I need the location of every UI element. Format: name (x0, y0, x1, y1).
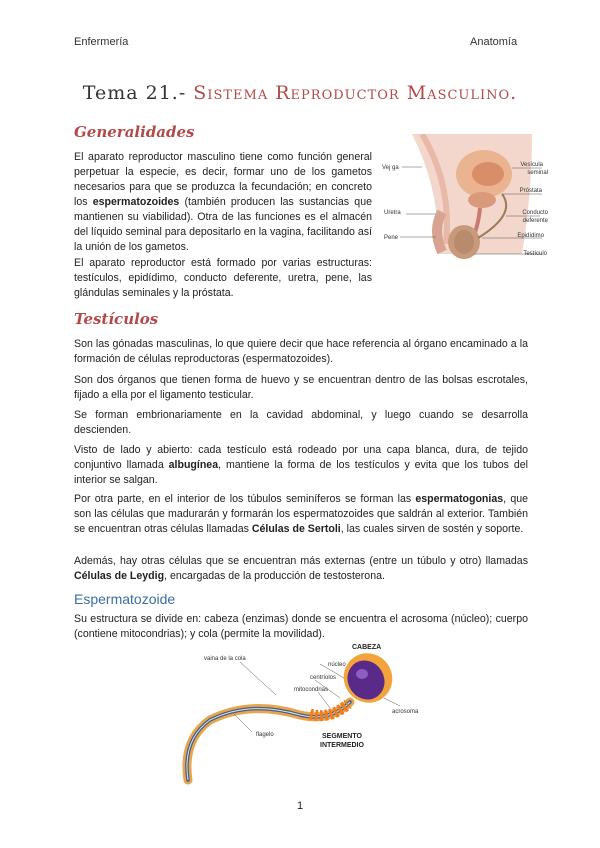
text-span: , mantiene la forma de los testículos y evita que los tubos del interior se salgan. (74, 459, 528, 486)
label-intermedio: INTERMEDIO (320, 742, 364, 749)
heading-generalidades: Generalidades (74, 123, 195, 141)
prostate-shape (468, 192, 496, 208)
label-flagelo: flagelo (256, 732, 274, 738)
bold-term: espermatogonias (415, 493, 504, 505)
header-right: Anatomía (470, 36, 518, 48)
bold-term: espermatozoides (92, 196, 180, 208)
text-span: , las cuales sirven de sostén y soporte. (340, 523, 524, 535)
text-span: , que son las células que madurarán y formarán los espermatozoides que saldrán al exterior. También se encuentran otras células llamadas (74, 493, 528, 535)
label-vesicula: Vesícula (520, 162, 543, 168)
label-mitocondrias: mitocondrias (294, 687, 329, 693)
header-left: Enfermería (74, 36, 129, 48)
label-segmento: SEGMENTO (322, 733, 362, 740)
text-span: Visto de lado y abierto: cada testículo está rodeado por una capa blanca, dura, de tejido conjuntivo llamada (74, 444, 528, 471)
bold-term: Células de Sertoli (251, 523, 341, 535)
text-span: (también producen las sustancias que mantienen su viabilidad). Otra de las funciones es el almacén del líquido seminal para depositarlo en la vagina, facilitando así la unión de los gametos. (74, 196, 372, 253)
heading-espermatozoide: Espermatozoide (74, 591, 176, 607)
paragraph-testiculos-3: Se forman embrionariamente en la cavidad abdominal, y luego cuando se desarrolla descienden. (74, 409, 528, 436)
text-span: El aparato reproductor masculino tiene como función general perpetuar la especie, es decir, formar uno de los gametos necesarios para que se produzca la fecundación; en concreto los (74, 151, 372, 208)
label-seminal: seminal (527, 170, 548, 176)
title-name: Sistema Reproductor Masculino. (193, 82, 518, 104)
label-acrosoma: acrosoma (392, 709, 419, 715)
label-pene: Pene (384, 235, 399, 241)
paragraph-generalidades-1 (74, 150, 372, 255)
paragraph-testiculos-5 (74, 492, 528, 537)
label-nucleo: núcleo (328, 662, 346, 668)
bold-term: Células de Leydig (74, 570, 165, 582)
paragraph-generalidades-2: El aparato reproductor está formado por varias estructuras: testículos, epidídimo, conducto deferente, uretra, pene, las glándulas seminales y la próstata. (74, 257, 372, 299)
heading-testiculos: Testículos (74, 310, 159, 328)
label-centriolos: centríolos (310, 675, 337, 681)
paragraph-testiculos-2: Son dos órganos que tienen forma de huevo y se encuentran dentro de las bolsas escrotales, fijado a ella por el ligamento testicular. (74, 374, 528, 401)
label-prostata: Próstata (519, 188, 542, 194)
text-span: , encargadas de la producción de testosterona. (164, 570, 385, 582)
label-conducto: Conducto (522, 210, 548, 216)
bold-term: albugínea (168, 459, 219, 471)
title-number: Tema 21.- (82, 82, 187, 104)
label-deferente: deferente (522, 218, 548, 224)
anatomy-figure (382, 134, 558, 284)
page-title (0, 82, 600, 104)
text-span: Por otra parte, en el interior de los túbulos seminíferos se forman las (74, 493, 416, 505)
sperm-figure (180, 640, 420, 790)
label-vaina: vaina de la cola (204, 656, 246, 662)
label-cabeza: CABEZA (352, 644, 382, 651)
label-vejiga: Vej ga (382, 165, 399, 171)
text-span: Además, hay otras células que se encuentran más externas (entre un túbulo y otro) llamadas (74, 555, 528, 567)
label-testiculo: Testículo (523, 251, 547, 257)
label-epididimo: Epidídimo (517, 233, 544, 239)
paragraph-testiculos-1: Son las gónadas masculinas, lo que quiere decir que hace referencia al órgano encaminado a la formación de células reproductoras (espermatozoides). (74, 338, 528, 365)
paragraph-espermatozoide-1: Su estructura se divide en: cabeza (enzimas) donde se encuentra el acrosoma (núcleo); cuerpo (contiene mitocondrias); y cola (permite la movilidad). (74, 613, 528, 640)
paragraph-testiculos-4 (74, 443, 528, 488)
label-uretra: Uretra (384, 210, 401, 216)
paragraph-testiculos-6 (74, 554, 528, 584)
page-number: 1 (296, 800, 304, 812)
